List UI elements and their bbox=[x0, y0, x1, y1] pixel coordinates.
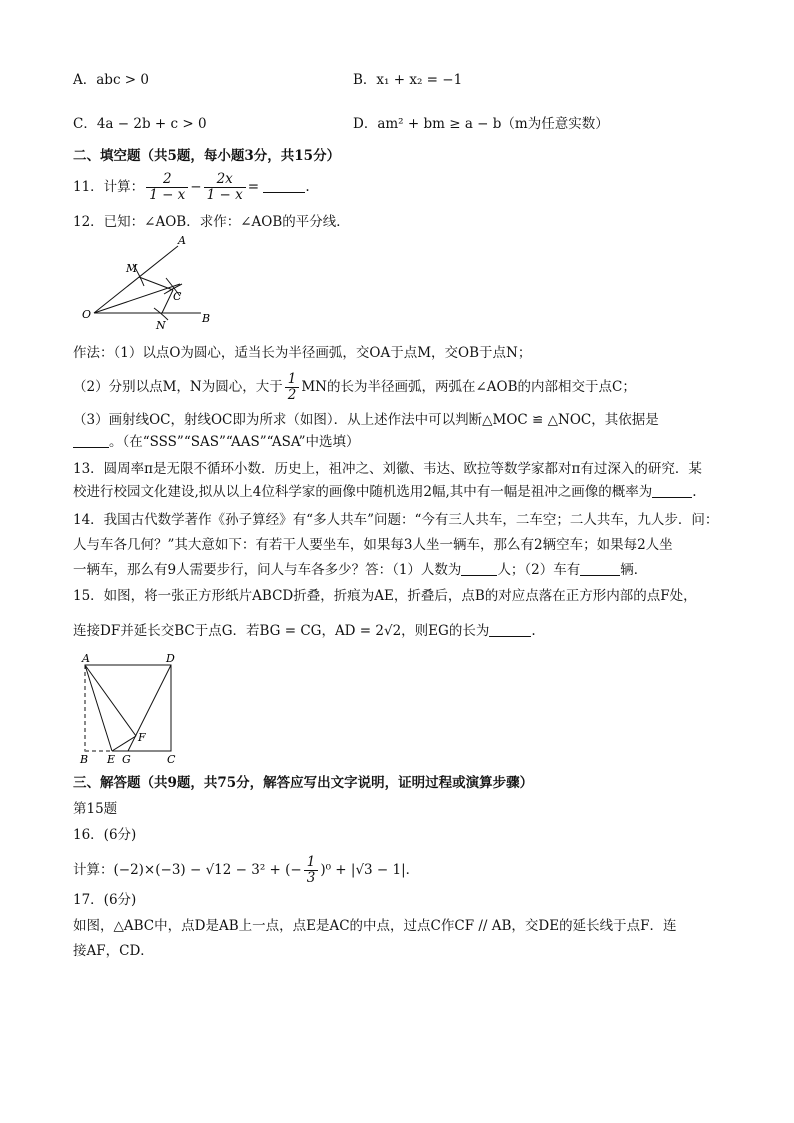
q11-minus: − bbox=[190, 179, 202, 195]
label-b: B bbox=[80, 753, 89, 766]
square-abcd bbox=[85, 665, 171, 751]
q13-line-1: 13．圆周率π是无限不循环小数．历史上，祖冲之、刘徽、韦达、欧拉等数学家都对π有过深入的研究．某 bbox=[73, 461, 702, 477]
choice-a: A．abc > 0 bbox=[73, 72, 149, 88]
label-b: B bbox=[202, 312, 211, 325]
choice-b: B．x₁ + x₂ = −1 bbox=[353, 72, 463, 88]
q17-line-2: 接AF，CD． bbox=[73, 943, 154, 959]
q15-line-2-text: 连接DF并延长交BC于点G．若BG = CG，AD = 2√2，则EG的长为 bbox=[73, 623, 490, 639]
q12-step-2-part-b: MN的长为半径画弧，两弧在∠AOB的内部相交于点C； bbox=[301, 379, 636, 395]
label-f: F bbox=[138, 731, 146, 744]
segment-mc bbox=[139, 277, 173, 290]
q16-third-denominator: 3 bbox=[306, 870, 316, 886]
q17-line-1: 如图，△ABC中，点D是AB上一点，点E是AC的中点，过点C作CF // AB，交DE的延长线于点F．连 bbox=[73, 918, 677, 934]
q12-step-3-options: 。（在“SSS”“SAS”“AAS”“ASA”中选填） bbox=[109, 434, 360, 450]
q12-answer-blank[interactable] bbox=[73, 433, 109, 448]
section-fill-in-title: 二、填空题（共5题，每小题3分，共15分） bbox=[73, 148, 341, 164]
q16-expression-part-b: )⁰ + |√3 − 1|． bbox=[320, 862, 420, 878]
label-m: M bbox=[126, 262, 138, 275]
q11-fraction-2 bbox=[204, 172, 246, 203]
q17-header: 17．(6分) bbox=[73, 892, 137, 908]
label-a: A bbox=[82, 652, 90, 665]
label-o: O bbox=[82, 308, 92, 321]
q14-people-blank[interactable] bbox=[461, 561, 497, 576]
choice-d: D．am² + bm ≥ a − b（m为任意实数） bbox=[353, 116, 609, 132]
q11-equals: = bbox=[247, 179, 260, 195]
q11-frac2-numerator: 2x bbox=[204, 172, 246, 188]
label-g: G bbox=[122, 753, 131, 766]
angle-bisector-figure bbox=[78, 234, 218, 334]
q13-line-2 bbox=[73, 482, 697, 502]
segment-af bbox=[85, 665, 136, 736]
q12-step-2-part-a: （2）分别以点M，N为圆心，大于 bbox=[73, 379, 283, 395]
q11-frac1-numerator: 2 bbox=[146, 172, 188, 188]
q12-step-3: （3）画射线OC，射线OC即为所求（如图）．从上述作法中可以判断△MOC ≌ △NOC，其依据是 bbox=[73, 412, 659, 428]
label-d: D bbox=[166, 652, 175, 665]
segment-ef bbox=[112, 736, 136, 751]
square-fold-figure bbox=[76, 650, 188, 768]
q14-cars-blank[interactable] bbox=[580, 561, 620, 576]
q11-prefix: 11．计算： bbox=[73, 179, 145, 195]
q12-half-denominator: 2 bbox=[287, 387, 297, 403]
q11-fraction-1 bbox=[146, 172, 188, 203]
q15-line-2 bbox=[73, 621, 536, 641]
q14-line-2: 人与车各几何？”其大意如下：有若干人要坐车，如果每3人坐一辆车，那么有2辆空车；如果每2人坐 bbox=[73, 537, 673, 553]
q13-end: . bbox=[692, 484, 697, 500]
q16-expression bbox=[73, 855, 419, 886]
q15-end: . bbox=[531, 623, 536, 639]
q14-line-3-part-c: 辆． bbox=[620, 562, 648, 578]
q12-half-fraction bbox=[285, 372, 300, 403]
crease-ae bbox=[85, 665, 112, 751]
q12-step-1: 作法：（1）以点O为圆心，适当长为半径画弧，交OA于点M，交OB于点N； bbox=[73, 345, 532, 361]
segment-nc bbox=[162, 290, 173, 313]
q13-answer-blank[interactable] bbox=[652, 483, 692, 498]
q11-frac1-denominator: 1 − x bbox=[149, 187, 186, 203]
q15-line-1: 15．如图，将一张正方形纸片ABCD折叠，折痕为AE，折叠后，点B的对应点落在正方形内部的点F处， bbox=[73, 588, 697, 604]
q14-line-1: 14．我国古代数学著作《孙子算经》有“多人共车”问题：“今有三人共车，二车空；二人共车，九人步．问： bbox=[73, 512, 719, 528]
question-11 bbox=[73, 172, 310, 203]
label-e: E bbox=[107, 753, 116, 766]
q12-step-3-tail bbox=[73, 432, 360, 452]
q13-line-2-text: 校进行校园文化建设,拟从以上4位科学家的画像中随机选用2幅,其中有一幅是祖冲之画像的概率为 bbox=[73, 484, 653, 500]
q15-answer-blank[interactable] bbox=[489, 622, 531, 637]
q11-answer-blank[interactable] bbox=[263, 178, 305, 193]
label-c: C bbox=[173, 290, 182, 303]
figure-caption-15: 第15题 bbox=[73, 801, 118, 817]
q16-expression-part-a: 计算：(−2)×(−3) − √12 − 3² + (− bbox=[73, 862, 302, 878]
q11-frac2-denominator: 1 − x bbox=[206, 187, 243, 203]
segment-dg bbox=[128, 665, 171, 751]
q14-line-3-part-a: 一辆车，那么有9人需要步行，问人与车各多少？答：（1）人数为 bbox=[73, 562, 462, 578]
choice-c: C．4a − 2b + c > 0 bbox=[73, 116, 207, 132]
ray-oc bbox=[94, 284, 180, 313]
q12-step-2 bbox=[73, 372, 636, 403]
label-a: A bbox=[178, 234, 186, 247]
section-solutions-title: 三、解答题（共9题，共75分，解答应写出文字说明，证明过程或演算步骤） bbox=[73, 775, 534, 791]
q11-end: . bbox=[305, 179, 310, 195]
question-12: 12．已知：∠AOB．求作：∠AOB的平分线． bbox=[73, 214, 350, 230]
q14-line-3-part-b: 人；（2）车有 bbox=[497, 562, 581, 578]
q16-third-fraction bbox=[304, 855, 319, 886]
q16-third-numerator: 1 bbox=[304, 855, 319, 871]
label-n: N bbox=[156, 319, 166, 332]
q12-half-numerator: 1 bbox=[285, 372, 300, 388]
ray-oa bbox=[94, 246, 178, 313]
label-c: C bbox=[167, 753, 176, 766]
q14-line-3 bbox=[73, 560, 647, 580]
q16-header: 16．(6分) bbox=[73, 827, 137, 843]
